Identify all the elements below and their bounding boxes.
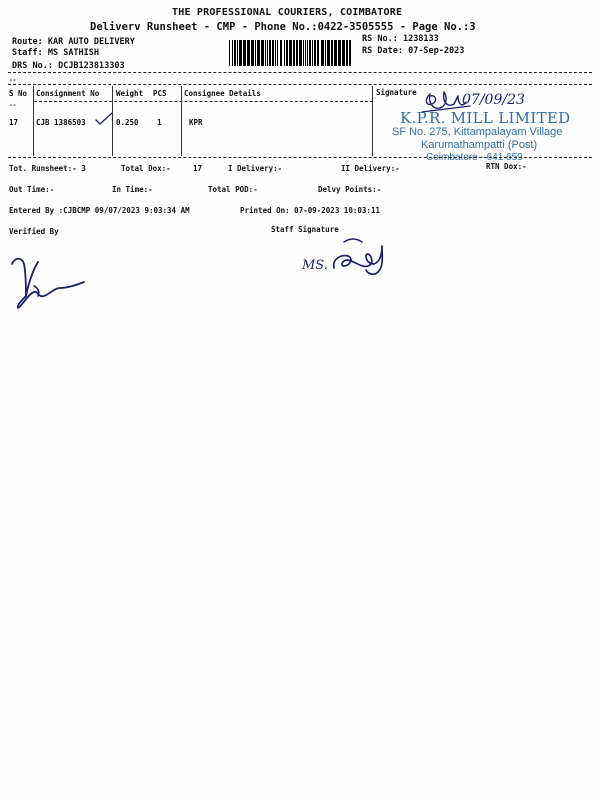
entered-by: Entered By :CJBCMP 09/07/2023 9:03:34 AM: [9, 206, 190, 215]
stamp-company: K.P.R. MILL LIMITED: [400, 109, 571, 127]
barcode-bar: [307, 40, 308, 66]
barcode-bar: [243, 40, 246, 66]
rs-no-line: [362, 34, 439, 44]
drs-value: DCJB123813303: [58, 61, 125, 71]
col-divider: [372, 86, 373, 156]
handwritten-date: 07/09/23: [462, 92, 525, 108]
barcode-bar: [234, 40, 236, 66]
page-title: THE PROFESSIONAL COURIERS, COIMBATORE: [172, 7, 403, 18]
barcode-bar: [325, 40, 326, 66]
rtn-dox: RTN Dox:-: [486, 162, 527, 171]
staff-value: MS SATHISH: [47, 48, 100, 58]
drs-label: DRS No.:: [12, 61, 53, 71]
barcode-bar: [346, 40, 348, 66]
barcode-bar: [277, 40, 278, 66]
separator-top: [8, 72, 592, 73]
barcode-bar: [257, 40, 260, 66]
col-header-consignment: Consignment No: [36, 89, 100, 98]
barcode-bar: [261, 40, 264, 66]
rs-no-label: RS No.:: [362, 34, 398, 44]
verifier-signature: [4, 250, 92, 314]
separator-header-top: [8, 84, 592, 85]
printed-on: Printed On: 07-09-2023 10:03:11: [240, 206, 380, 215]
barcode-bar: [280, 40, 282, 66]
staff-label: Staff:: [12, 48, 43, 58]
barcode-bar: [342, 40, 345, 66]
barcode-bar: [284, 40, 285, 66]
tot-runsheet: Tot. Runsheet:- 3: [9, 164, 86, 173]
barcode-bar: [303, 40, 304, 66]
in-time: In Time:-: [112, 185, 153, 194]
staff-signature: [328, 232, 390, 278]
i-delivery: I Delivery:-: [228, 164, 283, 173]
barcode-bar: [331, 40, 333, 66]
check-mark-icon: [94, 111, 114, 127]
barcode-bar: [289, 40, 292, 66]
rs-date-value: 07-Sep-2023: [408, 46, 465, 56]
ii-delivery: II Delivery:-: [341, 164, 400, 173]
total-pod: Total POD:-: [208, 185, 258, 194]
barcode-bar: [312, 40, 313, 66]
stamp-address-line1: SF No. 275, Kittampalayam Village: [392, 126, 563, 138]
out-time: Out Time:-: [9, 185, 55, 194]
stamp-address-line3: Coimbatore - 641 659: [426, 152, 523, 163]
separator-header-bottom: [34, 101, 373, 102]
barcode-bar: [255, 40, 256, 66]
barcode-bar: [275, 40, 276, 66]
staff-signature-label: Staff Signature: [271, 225, 339, 234]
barcode-bar: [247, 40, 250, 66]
staff-line: [12, 48, 99, 58]
page-subtitle: Deliverv Runsheet - CMP - Phone No.:0422-3505555 - Page No.:3: [90, 21, 476, 33]
barcode-bar: [251, 40, 254, 66]
cell-consignment: CJB 1386503: [36, 118, 86, 127]
barcode-bar: [321, 40, 324, 66]
barcode-bar: [293, 40, 295, 66]
barcode-bar: [229, 40, 230, 66]
cell-weight: 0.250: [116, 118, 139, 127]
barcode: [228, 40, 352, 66]
barcode-bar: [267, 40, 268, 66]
drs-line: [12, 61, 125, 71]
barcode-bar: [272, 40, 274, 66]
barcode-bar: [299, 40, 302, 66]
cell-consignee: KPR: [189, 118, 203, 127]
staff-sig-prefix: MS.: [302, 258, 328, 273]
col-header-pcs: PCS: [153, 89, 167, 98]
barcode-bar: [338, 40, 341, 66]
route-line: [12, 37, 135, 47]
separator-table-bottom: [8, 157, 592, 158]
verified-by: Verified By: [9, 227, 59, 236]
separator-mark: --: [9, 77, 17, 84]
delvy-points: Delvy Points:-: [318, 185, 382, 194]
route-label: Route:: [12, 37, 43, 47]
barcode-bar: [309, 40, 311, 66]
total-dox-value: 17: [193, 164, 203, 173]
barcode-bar: [286, 40, 288, 66]
barcode-bar: [334, 40, 337, 66]
barcode-bar: [269, 40, 271, 66]
col-header-weight: Weight: [116, 89, 144, 98]
barcode-bar: [237, 40, 238, 66]
barcode-bar: [239, 40, 242, 66]
barcode-bar: [317, 40, 319, 66]
cell-pcs: 1: [157, 118, 162, 127]
total-dox-label: Total Dox:-: [121, 164, 171, 173]
col-header-consignee: Consignee Details: [184, 89, 261, 98]
barcode-bar: [314, 40, 316, 66]
separator-mark: --: [9, 102, 17, 109]
route-value: KAR AUTO DELIVERY: [47, 37, 135, 47]
barcode-bar: [265, 40, 266, 66]
col-header-signature: Signature: [376, 88, 417, 97]
barcode-bar: [327, 40, 330, 66]
rs-no-value: 1238133: [402, 34, 439, 44]
barcode-bar: [232, 40, 233, 66]
cell-sno: 17: [9, 118, 19, 127]
barcode-bar: [305, 40, 306, 66]
rs-date-line: [362, 46, 464, 56]
stamp-address-line2: Karumathampatti (Post): [421, 139, 538, 151]
barcode-bar: [296, 40, 298, 66]
rs-date-label: RS Date:: [362, 46, 403, 56]
col-header-sno: S No: [9, 89, 28, 98]
barcode-bar: [349, 40, 351, 66]
col-divider: [33, 86, 34, 156]
col-divider: [181, 86, 182, 156]
